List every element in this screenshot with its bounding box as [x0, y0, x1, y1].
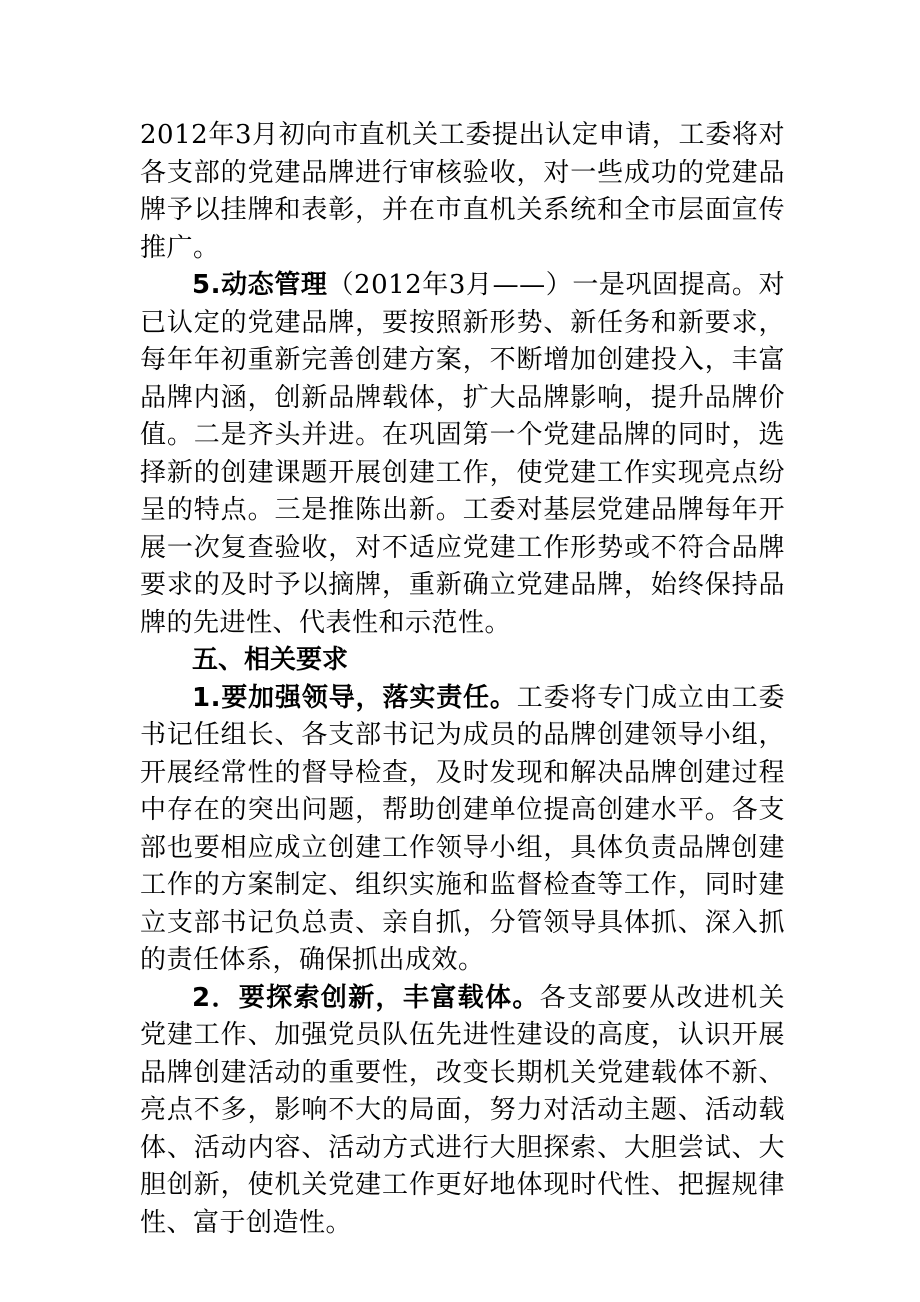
item5-title: 5.动态管理 [192, 270, 328, 300]
req1-body: 工委将专门成立由工委书记任组长、各支部书记为成员的品牌创建领导小组，开展经常性的督导检查，及时发现和解决品牌创建过程中存在的突出问题，帮助创建单位提高创建水平。各支部也要相应成立创建工作领导小组，具体负责品牌创建工作的方案制定、组织实施和监督检查等工作，同时建立支部书记负总责、亲自抓，分管领导具体抓、深入抓的责任体系，确保抓出成效。 [140, 682, 785, 975]
item5-body: （2012年3月——）一是巩固提高。对已认定的党建品牌，要按照新形势、新任务和新要求，每年年初重新完善创建方案，不断增加创建投入，丰富品牌内涵，创新品牌载体，扩大品牌影响，提升品牌价值。二是齐头并进。在巩固第一个党建品牌的同时，选择新的创建课题开展创建工作，使党建工作实现亮点纷呈的特点。三是推陈出新。工委对基层党建品牌每年开展一次复查验收，对不适应党建工作形势或不符合品牌要求的及时予以摘牌，重新确立党建品牌，始终保持品牌的先进性、代表性和示范性。 [140, 270, 785, 638]
req1-paragraph [140, 680, 785, 980]
req1-title: 1.要加强领导，落实责任。 [192, 682, 517, 713]
document-page [140, 117, 785, 1242]
continuation-text: 2012年3月初向市直机关工委提出认定申请，工委将对各支部的党建品牌进行审核验收，对一些成功的党建品牌予以挂牌和表彰，并在市直机关系统和全市层面宣传推广。 [140, 120, 785, 263]
req2-body: 各支部要从改进机关党建工作、加强党员队伍先进性建设的高度，认识开展品牌创建活动的重要性，改变长期机关党建载体不新、亮点不多，影响不大的局面，努力对活动主题、活动载体、活动内容、活动方式进行大胆探索、大胆尝试、大胆创新，使机关党建工作更好地体现时代性、把握规律性、富于创造性。 [140, 982, 785, 1238]
req2-title: 2．要探索创新，丰富载体。 [192, 982, 540, 1013]
section5-heading: 五、相关要求 [192, 645, 349, 675]
item5-paragraph [140, 267, 785, 642]
continuation-paragraph [140, 117, 785, 267]
req2-paragraph [140, 980, 785, 1243]
